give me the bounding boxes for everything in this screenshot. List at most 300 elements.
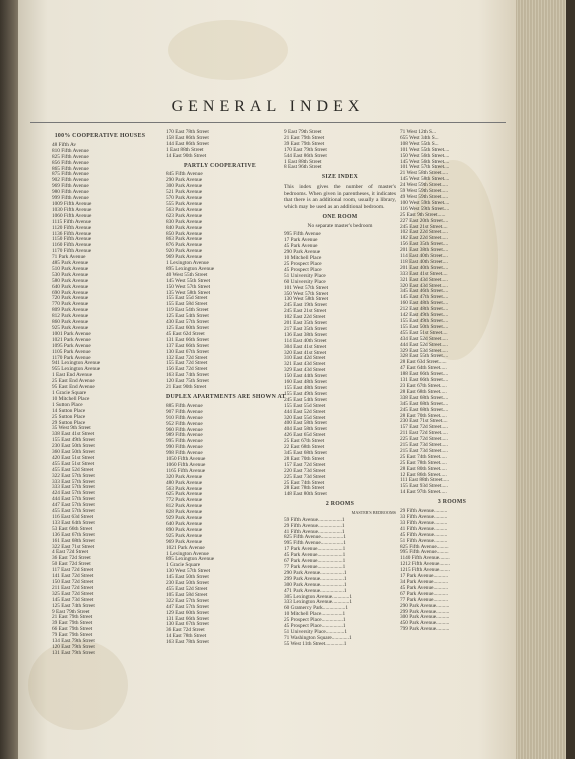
- index-entry: 895 Lexington Avenue: [166, 265, 215, 272]
- index-entry: 995 Fifth Avenue.................1: [284, 540, 346, 547]
- index-entry: 925 Park Avenue: [166, 532, 203, 539]
- index-entry: 1095 Park Avenue: [52, 342, 91, 349]
- index-entry: 325 East 72d Street: [52, 590, 94, 597]
- index-entry: 51 University Place..............1: [284, 628, 347, 635]
- index-entry: 130 East 67th Street: [166, 621, 209, 628]
- index-entry: 145 East 47th Street....: [400, 294, 449, 301]
- index-entry: 320 East 41st Street: [284, 349, 327, 356]
- index-entry: 245 East 21st Street: [284, 308, 327, 315]
- index-entry: 9 East 79th Street: [52, 608, 90, 615]
- index-entry: 333 East 57th Street: [52, 484, 95, 491]
- index-entry: 1150 Fifth Avenue: [52, 236, 92, 243]
- index-entry: 1170 Fifth Avenue: [52, 248, 92, 255]
- index-entry: 322 East 57th Street: [166, 597, 209, 604]
- index-entry: 25 Prospect Place: [284, 260, 322, 267]
- index-entry: 71 Washington Square.............1: [284, 634, 352, 641]
- index-entry: 22 East 68th Street: [284, 444, 325, 451]
- index-entry: 360 East 50th Street: [52, 449, 95, 456]
- index-entry: 145 East 73d Street: [52, 596, 94, 603]
- index-entry: 720 Park Avenue: [52, 295, 89, 302]
- index-entry: 333 Lexington Avenue.............1: [284, 599, 353, 606]
- index-entry: 290 Park Avenue: [166, 177, 203, 184]
- index-entry: 119 East 54th Street: [166, 307, 209, 314]
- index-entry: 21 East 90th Street: [166, 384, 207, 391]
- index-entry: 142 East 49th Street....: [400, 312, 449, 319]
- index-entry: 299 Park Avenue..........: [400, 608, 450, 615]
- index-entry: 131 East 66th Street: [166, 336, 209, 343]
- index-entry: 1 Sutton Place: [52, 401, 83, 408]
- index-entry: 211 East 72d Street.....: [400, 430, 448, 437]
- index-entry: 424 East 57th Street: [52, 490, 95, 497]
- index-entry: 563 Park Avenue: [166, 206, 203, 213]
- index-entry: 995 Fifth Avenue: [284, 231, 321, 238]
- index-entry: 45 Park Avenue...........: [400, 584, 449, 591]
- index-entry: 116 East 63d Street: [52, 514, 94, 520]
- section-heading: 2 ROOMS: [325, 501, 355, 508]
- index-entry: 825 Fifth Avenue.................1: [284, 534, 346, 541]
- section-heading: SIZE INDEX: [321, 174, 359, 181]
- index-entry: 36 East 72d Street: [166, 627, 205, 634]
- index-entry: 10 Mitchell Place................1: [284, 611, 346, 618]
- index-entry: 118 East 40th Street....: [400, 258, 448, 265]
- index-entry: 145 West 56th Street....: [400, 158, 450, 165]
- index-entry: 155 East 93d Street.....: [400, 483, 448, 490]
- column-header: MASTER'S BEDROOMS: [351, 510, 396, 516]
- index-entry: 135 West 58th Street: [166, 289, 211, 296]
- index-entry: 48 Fifth Av: [52, 141, 77, 148]
- index-entry: 1021 Park Avenue: [166, 544, 205, 551]
- index-entry: 563 Park Avenue: [166, 485, 203, 492]
- index-entry: 21 West 58th Street.....: [400, 170, 449, 177]
- index-entry: 67 Park Avenue...........: [400, 590, 449, 597]
- index-entry: 170 East 79th Street: [284, 146, 327, 153]
- index-entry: 910 Fifth Avenue: [166, 414, 203, 421]
- page-title: GENERAL INDEX: [171, 98, 365, 115]
- index-entry: 111 East 88th Street.....: [400, 477, 450, 484]
- index-entry: 114 East 40th Street: [284, 337, 327, 344]
- index-entry: 521 Park Avenue: [166, 189, 203, 196]
- index-entry: 1165 Fifth Avenue: [166, 467, 206, 474]
- index-entry: 9 East 79th Street: [284, 129, 322, 135]
- index-column-4: [400, 130, 504, 633]
- index-entry: 770 Park Avenue: [52, 301, 89, 308]
- index-entry: 907 Fifth Avenue: [166, 408, 203, 415]
- index-entry: 1060 Fifth Avenue: [166, 461, 206, 468]
- section-heading: 100% COOPERATIVE HOUSES: [54, 133, 146, 139]
- index-entry: 447 East 57th Street: [166, 603, 209, 610]
- index-entry: 125 East 54th Street: [166, 313, 209, 320]
- index-entry: 1160 Fifth Avenue: [52, 242, 92, 249]
- index-entry: 71 Park Avenue: [52, 254, 86, 261]
- index-entry: 530 Park Avenue: [52, 271, 89, 278]
- index-entry: 299 Park Avenue..................1: [284, 575, 347, 582]
- index-entry: 426 East 65d Street: [284, 432, 326, 439]
- index-entry: 799 Park Avenue..........: [400, 626, 450, 633]
- index-entry: 14 East 90th Street: [166, 152, 207, 159]
- index-entry: 998 Fifth Avenue: [166, 450, 203, 457]
- index-entry: 25 East 78th Street.....: [400, 459, 447, 466]
- index-entry: 95 East End Avenue: [52, 384, 95, 391]
- index-entry: 39 East 79th Street: [52, 620, 93, 627]
- index-entry: 941 Lexington Avenue: [52, 360, 101, 367]
- index-entry: 45 Park Avenue...................1: [284, 552, 346, 559]
- index-entry: 989 Fifth Avenue: [166, 432, 203, 439]
- index-entry: 580 Park Avenue: [52, 277, 89, 284]
- index-entry: 10 Mitchell Place: [284, 255, 322, 262]
- index-entry: 1021 Park Avenue: [52, 336, 91, 343]
- index-entry: 28 East 68th Street.....: [400, 388, 447, 395]
- index-entry: 155 East 48th Street: [284, 385, 327, 391]
- index-entry: 60 Gramercy Park.................1: [284, 605, 348, 612]
- index-entry: 320 East 43d Street.....: [400, 282, 448, 289]
- index-entry: 625 Park Avenue: [166, 491, 203, 498]
- index-entry: 890 Park Avenue: [166, 526, 203, 533]
- index-entry: 969 Fifth Avenue: [52, 183, 89, 190]
- index-entry: 1 Lexington Avenue: [166, 550, 209, 557]
- index-entry: 145 East 50th Street: [166, 574, 209, 581]
- index-entry: 28 East 80th Street.....: [400, 465, 447, 472]
- index-entry: 131 East 79th Street: [52, 649, 95, 656]
- index-entry: 217 East 35th Street: [284, 325, 327, 332]
- index-entry: 25 East End Avenue: [52, 378, 95, 385]
- index-entry: 12 East 86th Street.....: [400, 471, 447, 478]
- index-entry: 863 Park Avenue: [166, 236, 203, 243]
- index-entry: 17 Park Avenue...........: [400, 573, 449, 580]
- index-entry: 333 East 57th Street: [52, 478, 95, 485]
- index-entry: 51 University Place: [284, 272, 326, 279]
- index-entry: 14 East 78th Street: [166, 633, 207, 640]
- index-entry: 245 East 68th Street....: [400, 406, 449, 413]
- index-entry: 300 Park Avenue..........: [400, 614, 450, 621]
- index-entry: 163 East 74th Street: [166, 372, 209, 379]
- index-entry: 338 East 68th Street....: [400, 394, 449, 401]
- index-entry: 290 Park Avenue..........: [400, 602, 450, 609]
- index-entry: 215 East 73d Street.....: [400, 442, 448, 449]
- index-entry: 134 East 79th Street: [52, 638, 95, 645]
- index-entry: 1 East End Avenue: [52, 372, 93, 379]
- index-entry: 25 East 74th Street: [284, 479, 325, 486]
- index-entry: 45 East 62d Street: [166, 330, 205, 337]
- index-entry: 101 West 57th Street....: [400, 164, 450, 171]
- index-entry: 840 Park Avenue: [166, 224, 203, 231]
- index-entry: 400 East 58th Street: [284, 420, 327, 427]
- index-entry: 156 East 72d Street: [166, 366, 208, 373]
- index-entry: 320 East 55d Street: [284, 414, 326, 421]
- index-entry: 230 East 50th Street: [166, 580, 209, 587]
- index-entry: 1 East 88th Street: [284, 158, 322, 165]
- index-entry: 211 East 72d Street: [52, 584, 94, 591]
- index-entry: 137 East 66th Street: [166, 342, 209, 349]
- index-entry: 25 East 9th Street......: [400, 211, 446, 218]
- index-entry: 148 East 80th Street: [284, 491, 327, 498]
- index-entry: 305 Lexington Avenue.............1: [284, 593, 353, 600]
- index-entry: 960 Fifth Avenue: [166, 426, 203, 433]
- index-entry: 447 East 57th Street: [52, 502, 95, 509]
- index-entry: 155 East 72d Street: [166, 360, 208, 367]
- index-entry: 810 Fifth Avenue: [52, 147, 89, 154]
- index-entry: 160 East 48th Street: [284, 379, 327, 386]
- index-entry: 320 Park Avenue: [166, 473, 203, 480]
- index-entry: 102 East 22d Street: [284, 314, 326, 321]
- index-entry: 875 Fifth Avenue: [52, 171, 89, 178]
- index-entry: 161 East 68th Street: [52, 537, 95, 544]
- index-entry: 125 East 74th Street: [52, 602, 95, 609]
- index-entry: 108 West 55th S...: [400, 140, 439, 147]
- index-entry: 952 Fifth Avenue: [166, 420, 203, 427]
- index-entry: 100 West 59th Street....: [400, 199, 450, 206]
- index-entry: 141 East 72d Street: [52, 573, 94, 580]
- index-entry: 310 East 42d Street: [284, 355, 326, 362]
- page-stain: [168, 20, 288, 80]
- index-entry: 455 East 51st Street....: [400, 329, 448, 336]
- index-entry: 328 East 55th Street....: [400, 353, 449, 360]
- index-entry: 4 East 72d Street: [52, 549, 89, 556]
- index-entry: 856 Fifth Avenue: [52, 159, 89, 166]
- index-entry: 290 Park Avenue: [284, 249, 321, 256]
- index-entry: 640 Park Avenue: [166, 521, 203, 527]
- index-page: [18, 0, 518, 759]
- index-entry: 1212 Fifth Avenue........: [400, 561, 450, 568]
- index-entry: 23 East 67th Street.....: [400, 382, 447, 389]
- index-entry: 471 Park Avenue..................1: [284, 587, 347, 594]
- index-entry: 28 East 78th Street: [284, 485, 325, 492]
- index-entry: 29 Sutton Place: [52, 419, 86, 426]
- index-entry: 434 East 52d Street.....: [400, 335, 448, 342]
- index-entry: 59 West 59th Street.....: [400, 188, 449, 195]
- index-entry: 145 West 58th Street....: [400, 176, 450, 183]
- index-entry: 150 East 44th Street: [284, 373, 327, 380]
- index-entry: 131 East 66th Street....: [400, 377, 449, 384]
- index-entry: 333 East 41st Street....: [400, 270, 448, 277]
- index-entry: 117 East 72d Street: [52, 567, 94, 574]
- index-entry: 131 East 66th Street: [166, 615, 209, 622]
- index-entry: 350 West 57th Street: [284, 290, 329, 297]
- index-entry: 114 East 40th Street....: [400, 253, 448, 260]
- index-entry: 430 East 57th Street: [166, 319, 209, 326]
- index-entry: 155 East 49th Street....: [400, 318, 449, 324]
- index-entry: 51 Fifth Avenue..........: [400, 537, 448, 544]
- index-entry: 155 East 49th Street: [52, 437, 95, 444]
- index-entry: 980 Fifth Avenue: [52, 189, 89, 196]
- index-entry: 245 East 54th Street: [284, 396, 327, 403]
- index-entry: 41 Fifth Avenue..........: [400, 525, 448, 532]
- index-entry: 215 East 73d Street.....: [400, 447, 448, 454]
- index-entry: 29 Fifth Avenue..................1: [284, 522, 345, 529]
- index-entry: 825 Fifth Avenue: [52, 153, 89, 160]
- index-entry: 455 East 52d Street: [166, 585, 208, 592]
- index-entry: 860 Park Avenue: [52, 319, 89, 326]
- index-entry: 772 Park Avenue: [166, 497, 203, 504]
- index-entry: 33 Fifth Avenue..........: [400, 514, 448, 520]
- section-heading: DUPLEX APARTMENTS ARE SHOWN AT: [166, 393, 286, 400]
- index-entry: 969 Park Avenue: [166, 254, 203, 261]
- index-entry: 885 Fifth Avenue: [166, 402, 203, 409]
- index-entry: 995 Fifth Avenue: [166, 438, 203, 445]
- index-entry: 510 Park Avenue: [52, 265, 89, 272]
- index-entry: 66 East 79th Street: [52, 626, 93, 633]
- index-entry: 201 East 40th Street....: [400, 264, 449, 271]
- index-entry: 50 East 72d Street: [52, 561, 91, 568]
- index-entry: 245 East 21st Street....: [400, 223, 448, 230]
- index-column-3: [284, 130, 396, 648]
- index-entry: 230 East 71st Street....: [400, 418, 448, 425]
- index-entry: 39 East 79th Street: [284, 140, 325, 147]
- index-entry: 79 East 79th Street: [52, 632, 93, 639]
- index-entry: 925 Park Avenue: [52, 325, 89, 331]
- index-entry: 125 East 60th Street: [166, 325, 209, 331]
- index-entry: 21 East 79th Street: [284, 134, 325, 141]
- index-entry: 160 East 48th Street....: [400, 300, 449, 307]
- index-entry: 155 East 58d Street: [166, 301, 208, 308]
- index-entry: 290 Park Avenue..................1: [284, 569, 347, 576]
- index-entry: 201 East 38th Street....: [400, 247, 449, 254]
- index-entry: 955 Lexington Avenue: [52, 366, 101, 373]
- index-entry: 404 East 58th Street: [284, 426, 327, 433]
- section-heading: ONE ROOM: [322, 213, 358, 220]
- index-entry: 230 East 50th Street: [52, 443, 95, 450]
- index-entry: 157 East 72d Street.....: [400, 424, 448, 431]
- index-entry: 8 East 96th Street: [284, 164, 322, 171]
- index-entry: 245 East 19th Street: [284, 302, 327, 309]
- index-entry: 133 East 64th Street: [52, 519, 95, 526]
- index-entry: 338 East 41st Street: [52, 431, 95, 438]
- index-entry: 1 Gracie Square: [166, 562, 201, 569]
- section-description: This index gives the number of master's bedrooms. When given in parentheses, it indicates that there is an additional room, usually a library, which may be used as an additional bedroom.: [284, 184, 396, 211]
- index-entry: 105 East 58d Street: [166, 591, 208, 598]
- index-entry: 1 Gracie Square: [52, 389, 87, 396]
- index-entry: 300 Park Avenue..................1: [284, 581, 347, 588]
- section-subheading: No separate master's bedroom: [307, 222, 373, 229]
- index-entry: 345 East 68th Street: [284, 449, 327, 456]
- index-entry: 77 Park Avenue...................1: [284, 563, 346, 570]
- index-entry: 830 Park Avenue: [166, 218, 203, 225]
- index-entry: 33 Fifth Avenue..........: [400, 519, 448, 526]
- index-entry: 120 East 75th Street: [166, 378, 209, 385]
- index-entry: 145 West 55th Street: [166, 277, 211, 284]
- index-entry: 28 East 70th Street.....: [400, 412, 447, 419]
- index-entry: 485 Park Avenue: [52, 260, 89, 267]
- index-entry: 14 Sutton Place: [52, 407, 86, 414]
- index-entry: 812 Park Avenue: [52, 313, 89, 320]
- index-entry: 227 East 20th Street....: [400, 217, 449, 224]
- index-entry: 24 West 59th Street.....: [400, 182, 449, 189]
- index-entry: 45 Prospect Place................1: [284, 623, 346, 630]
- title-rule: [30, 122, 506, 123]
- index-entry: 444 East 52d Street.....: [400, 341, 448, 348]
- page-edges: [516, 0, 575, 759]
- index-entry: 40 West 55th Street: [166, 271, 208, 278]
- index-entry: 990 Fifth Avenue: [166, 444, 203, 451]
- index-entry: 876 Park Avenue: [166, 242, 203, 249]
- index-entry: 101 West 57th Street: [284, 284, 329, 291]
- index-entry: 25 Sutton Place: [52, 413, 86, 420]
- index-entry: 321 East 43d Street.....: [400, 276, 448, 283]
- index-entry: 1120 Fifth Avenue: [52, 224, 92, 231]
- index-entry: 828 Park Avenue: [166, 509, 203, 516]
- index-entry: 640 Park Avenue: [52, 283, 89, 290]
- index-entry: 321 East 43d Street: [284, 361, 326, 368]
- index-entry: 1115 Fifth Avenue: [52, 218, 91, 225]
- index-entry: 570 Park Avenue: [166, 195, 203, 202]
- index-entry: 10 Mitchell Place: [52, 395, 90, 402]
- index-entry: 865 Fifth Avenue: [52, 165, 89, 172]
- index-entry: 480 Park Avenue: [166, 479, 203, 486]
- index-entry: 225 East 72d Street.....: [400, 436, 448, 443]
- index-entry: 35 West 9th Street: [52, 425, 91, 432]
- index-entry: 29 Fifth Avenue..........: [400, 508, 448, 515]
- index-entry: 1215 Fifth Avenue........: [400, 567, 450, 574]
- index-entry: 999 Fifth Avenue: [52, 195, 89, 202]
- index-entry: 444 East 52d Street: [284, 408, 326, 415]
- index-entry: 969 Park Avenue: [166, 538, 203, 545]
- index-entry: 182 East 22d Street.....: [400, 235, 448, 242]
- index-entry: 201 East 35th Street: [284, 320, 327, 327]
- index-entry: 130 West 57th Street: [166, 568, 211, 575]
- index-entry: 995 Fifth Avenue.........: [400, 549, 449, 556]
- index-entry: 1 Lexington Avenue: [166, 260, 209, 267]
- index-entry: 67 Park Avenue...................1: [284, 558, 346, 565]
- index-entry: 420 East 51st Street: [52, 454, 95, 461]
- index-entry: 1105 Park Avenue: [52, 348, 91, 355]
- index-column-1: [52, 130, 148, 657]
- index-entry: 902 Fifth Avenue: [52, 177, 89, 184]
- index-entry: 144 East 86th Street: [166, 140, 209, 147]
- index-entry: 136 East 67th Street: [52, 531, 95, 538]
- index-entry: 809 Park Avenue: [52, 307, 89, 314]
- index-entry: 690 Park Avenue: [52, 289, 89, 296]
- index-entry: 812 Park Avenue: [166, 503, 203, 510]
- section-heading: PARTLY COOPERATIVE: [183, 162, 257, 169]
- index-entry: 150 East 72d Street: [52, 578, 94, 585]
- index-entry: 345 East 68th Street....: [400, 400, 449, 407]
- index-entry: 77 Park Avenue...........: [400, 596, 449, 603]
- index-entry: 130 West 58th Street: [284, 296, 329, 303]
- section-heading: 3 ROOMS: [437, 499, 467, 506]
- index-entry: 220 East 73d Street: [284, 467, 326, 474]
- index-entry: 163 East 78th Street: [166, 639, 209, 646]
- index-entry: 1 East 88th Street: [166, 146, 204, 153]
- index-entry: 1009 Fifth Avenue: [52, 200, 92, 207]
- index-entry: 1136 Fifth Avenue: [52, 230, 92, 237]
- index-entry: 555 Park Avenue: [166, 200, 203, 207]
- index-entry: 53 East 66th Street: [52, 525, 93, 532]
- index-entry: 345 East 46th Street....: [400, 288, 449, 295]
- index-entry: 845 Fifth Avenue: [166, 171, 203, 178]
- index-entry: 129 East 60th Street: [166, 609, 209, 616]
- index-entry: 25 Prospect Place................1: [284, 617, 346, 624]
- index-entry: 14 East 97th Street.....: [400, 489, 447, 496]
- index-entry: 623 Park Avenue: [166, 212, 203, 219]
- index-entry: 28 East 70th Street: [284, 455, 325, 462]
- index-entry: 71 West 12th S...: [400, 129, 436, 135]
- index-entry: 1140 Fifth Avenue........: [400, 555, 450, 562]
- index-entry: 132 East 72d Street: [166, 354, 208, 361]
- index-entry: 544 East 86th Street: [284, 152, 327, 159]
- index-entry: 329 East 43d Street: [284, 367, 326, 374]
- index-entry: 225 East 73d Street: [284, 473, 326, 480]
- index-entry: 28 East 63d Street......: [400, 359, 447, 366]
- index-entry: 1001 Park Avenue: [52, 330, 91, 337]
- index-entry: 322 East 71st Street: [52, 543, 95, 550]
- index-entry: 41 Fifth Avenue..................1: [284, 528, 345, 535]
- index-entry: 300 Park Avenue: [166, 183, 203, 190]
- index-entry: 59 Fifth Avenue..................1: [284, 516, 345, 523]
- index-entry: 25 East 67th Street: [284, 438, 325, 445]
- index-entry: 116 West 59th Street....: [400, 205, 450, 212]
- index-entry: 120 East 79th Street: [52, 643, 95, 650]
- index-entry: 1050 Fifth Avenue: [166, 456, 206, 463]
- index-entry: 36 East 72d Street: [52, 555, 91, 562]
